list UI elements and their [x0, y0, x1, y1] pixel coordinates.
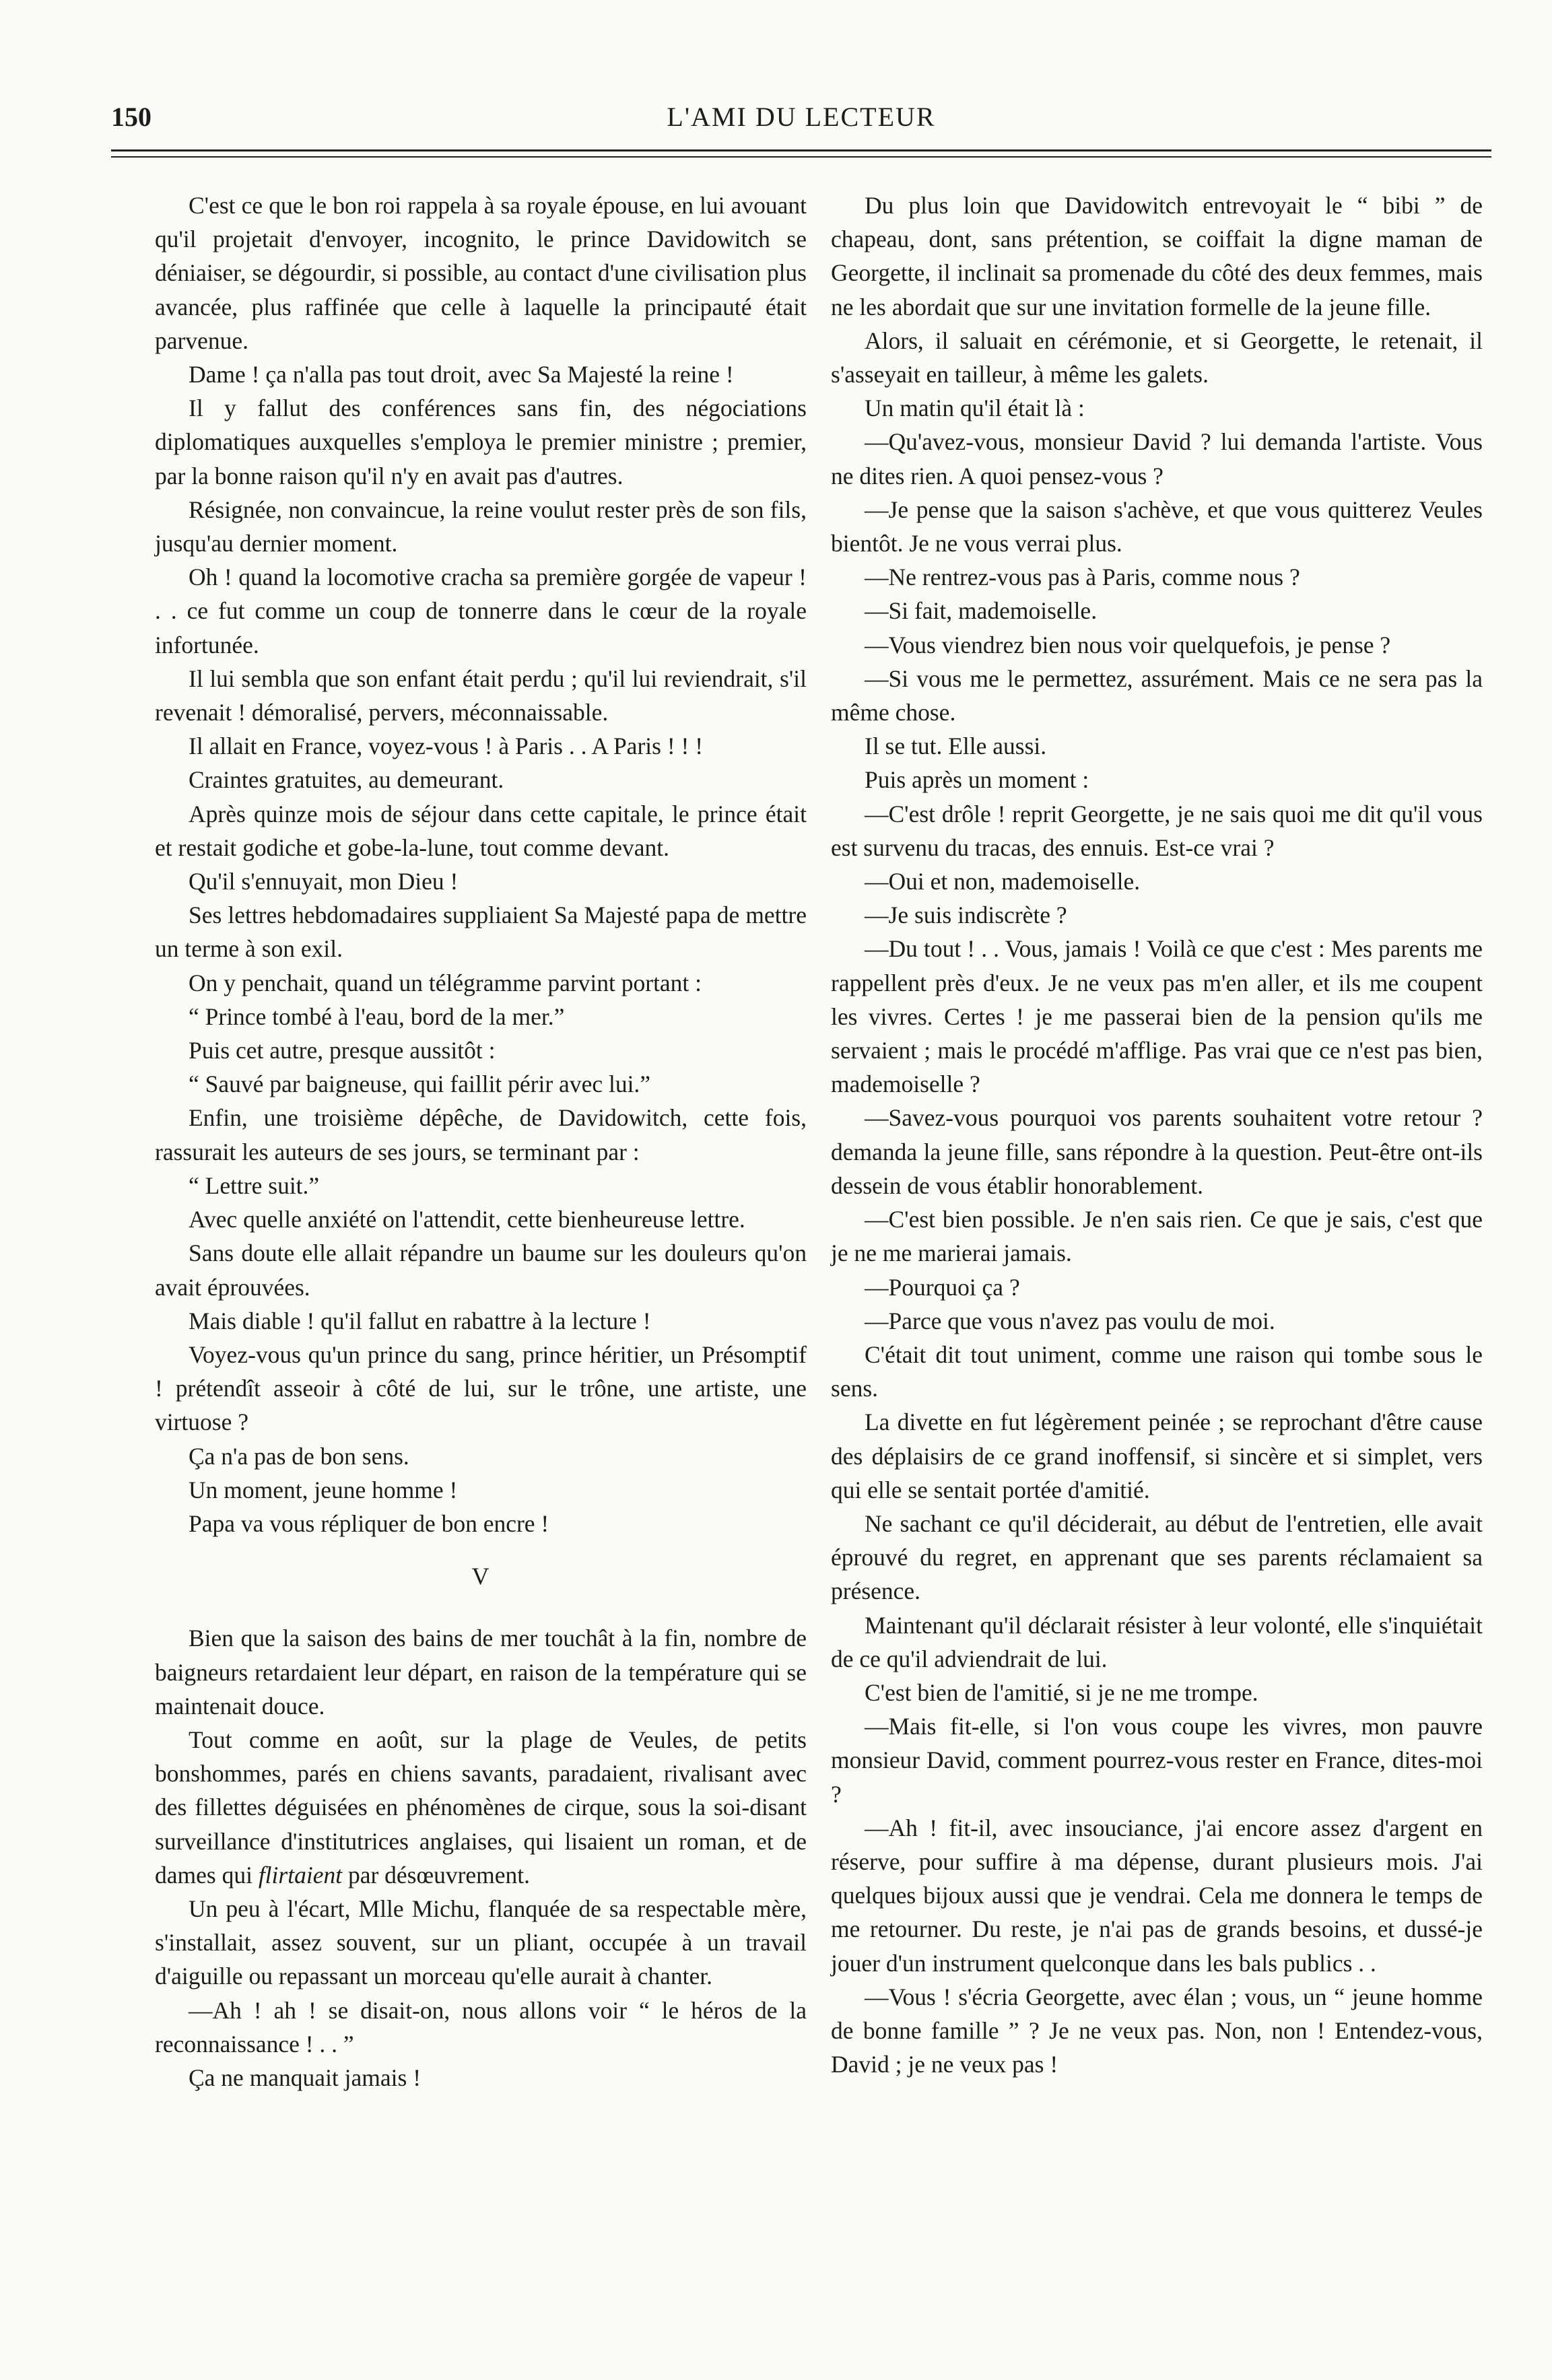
running-title: L'AMI DU LECTEUR [667, 102, 936, 132]
right-paragraphs [831, 189, 1483, 2081]
paragraph: Puis cet autre, presque aussitôt : [189, 1037, 496, 1064]
paragraph: Avec quelle anxiété on l'attendit, cette bienheureuse lettre. [189, 1206, 745, 1233]
paragraph: —Vous viendrez bien nous voir quelquefois, je pense ? [865, 631, 1391, 658]
paragraph: Craintes gratuites, au demeurant. [189, 766, 504, 794]
left-column [155, 189, 807, 2095]
paragraph: Qu'il s'ennuyait, mon Dieu ! [189, 868, 459, 895]
paragraph: Maintenant qu'il déclarait résister à leur volonté, elle s'inquiétait de ce qu'il adviendrait de lui. [831, 1611, 1483, 1672]
paragraph-flirt [155, 1723, 807, 1892]
paragraph: C'était dit tout uniment, comme une raison qui tombe sous le sens. [831, 1340, 1483, 1402]
paragraph: —Du tout ! . . Vous, jamais ! Voilà ce que c'est : Mes parents me rappellent près d'eux. Je ne veux pas m'en aller, et ils me coupent les vivres. Certes ! je me passerai bien de la pension qu'ils me servaient ; mais le procédé m'afflige. Pas vrai que ce n'est pas bien, mademoiselle ? [831, 935, 1483, 1098]
paragraph: Un moment, jeune homme ! [189, 1476, 458, 1503]
paragraph: Après quinze mois de séjour dans cette capitale, le prince était et restait godiche et gobe-la-lune, tout comme devant. [155, 800, 807, 861]
paragraph-flirt-italic: flirtaient [258, 1861, 343, 1889]
paragraph: —Qu'avez-vous, monsieur David ? lui demanda l'artiste. Vous ne dites rien. A quoi pensez-vous ? [831, 428, 1483, 489]
page-number: 150 [111, 102, 151, 132]
paragraph: Bien que la saison des bains de mer touchât à la fin, nombre de baigneurs retardaient leur départ, en raison de la température qui se maintenait douce. [155, 1625, 807, 1720]
paragraph: Mais diable ! qu'il fallut en rabattre à la lecture ! [189, 1307, 651, 1334]
paragraph: Dame ! ça n'alla pas tout droit, avec Sa Majesté la reine ! [189, 361, 734, 388]
paragraph: —Si vous me le permettez, assurément. Mais ce ne sera pas la même chose. [831, 665, 1483, 726]
paragraph: —Je suis indiscrète ? [865, 902, 1067, 929]
paragraph: Du plus loin que Davidowitch entrevoyait le “ bibi ” de chapeau, dont, sans prétention, se coiffait la digne maman de Georgette, il inclinait sa promenade du côté des deux femmes, mais ne les abordait que sur une invitation formelle de la jeune fille. [831, 192, 1483, 320]
paragraph: Il lui sembla que son enfant était perdu ; qu'il lui reviendrait, s'il revenait ! démoralisé, pervers, méconnaissable. [155, 665, 807, 726]
paragraph: Il y fallut des conférences sans fin, des négociations diplomatiques auxquelles s'employa le premier ministre ; premier, par la bonne raison qu'il n'y en avait pas d'autres. [155, 395, 807, 489]
left-paragraphs-after [155, 1621, 807, 2095]
paragraph: “ Prince tombé à l'eau, bord de la mer.” [189, 1002, 565, 1030]
paragraph: Ne sachant ce qu'il déciderait, au début de l'entretien, elle avait éprouvé du regret, en apprenant que ses parents réclamaient sa présence. [831, 1509, 1483, 1605]
paragraph: —Ah ! ah ! se disait-on, nous allons voir “ le héros de la reconnaissance ! . . ” [155, 1996, 807, 2058]
paragraph: Un peu à l'écart, Mlle Michu, flanquée de sa respectable mère, s'installait, assez souvent, sur un pliant, occupée à un travail d'aiguille ou repassant un morceau qu'elle aurait à chanter. [155, 1895, 807, 1990]
paragraph: La divette en fut légèrement peinée ; se reprochant d'être cause des déplaisirs de ce grand inoffensif, si sincère et si simplet, vers qui elle se sentait portée d'amitié. [831, 1408, 1483, 1503]
paragraph: Il se tut. Elle aussi. [865, 733, 1047, 760]
paragraph: —Vous ! s'écria Georgette, avec élan ; vous, un “ jeune homme de bonne famille ” ? Je ne veux pas. Non, non ! Entendez-vous, David ; je ne veux pas ! [831, 1983, 1483, 2078]
left-paragraphs-before [155, 189, 807, 1540]
paragraph: “ Lettre suit.” [189, 1171, 320, 1199]
paragraph: —Ah ! fit-il, avec insouciance, j'ai encore assez d'argent en réserve, pour suffire à ma dépense, durant plusieurs mois. J'ai quelques bijoux aussi que je vendrai. Cela me donnera le temps de me retourner. Du reste, je n'ai pas de grands besoins, et dussé-je jouer d'un instrument quelconque dans les bals publics . . [831, 1814, 1483, 1977]
paragraph: —Si fait, mademoiselle. [865, 597, 1098, 625]
paragraph: Il allait en France, voyez-vous ! à Paris . . A Paris ! ! ! [189, 733, 704, 760]
paragraph: Ça n'a pas de bon sens. [189, 1442, 409, 1470]
paragraph: —Mais fit-elle, si l'on vous coupe les vivres, mon pauvre monsieur David, comment pourrez-vous rester en France, dites-moi ? [831, 1713, 1483, 1808]
paragraph: C'est bien de l'amitié, si je ne me trompe. [865, 1678, 1258, 1706]
paragraph: —C'est drôle ! reprit Georgette, je ne sais quoi me dit qu'il vous est survenu du tracas, des ennuis. Est-ce vrai ? [831, 800, 1483, 861]
paragraph: Puis après un moment : [865, 766, 1089, 794]
header-rule-thick [111, 149, 1491, 151]
paragraph: Papa va vous répliquer de bon encre ! [189, 1509, 549, 1537]
paragraph: —Savez-vous pourquoi vos parents souhaitent votre retour ? demanda la jeune fille, sans répondre à la question. Peut-être ont-ils dessein de vous établir honorablement. [831, 1104, 1483, 1199]
section-heading: V [471, 1563, 490, 1590]
paragraph: —C'est bien possible. Je n'en sais rien. Ce que je sais, c'est que je ne me marierai jamais. [831, 1206, 1483, 1267]
paragraph-flirt-before: Tout comme en août, sur la plage de Veules, de petits bonshommes, parés en chiens savants, paradaient, rivalisant avec des fillettes déguisées en phénomènes de cirque, sous la soi-disant surveillance d'institutrices anglaises, qui lisaient un roman, et de dames qui [155, 1726, 807, 1889]
paragraph: Résignée, non convaincue, la reine voulut rester près de son fils, jusqu'au dernier moment. [155, 496, 807, 557]
paragraph: —Ne rentrez-vous pas à Paris, comme nous ? [865, 564, 1300, 591]
paragraph: Ça ne manquait jamais ! [189, 2064, 421, 2091]
paragraph: “ Sauvé par baigneuse, qui faillit périr avec lui.” [189, 1070, 651, 1098]
paragraph: —Pourquoi ça ? [865, 1273, 1020, 1301]
paragraph: Ses lettres hebdomadaires suppliaient Sa Majesté papa de mettre un terme à son exil. [155, 902, 807, 963]
paragraph-flirt-after: par désœuvrement. [342, 1861, 531, 1889]
right-column [831, 189, 1483, 2081]
page-header [111, 101, 1491, 148]
paragraph: —Parce que vous n'avez pas voulu de moi. [865, 1307, 1275, 1334]
paragraph: Sans doute elle allait répandre un baume sur les douleurs qu'on avait éprouvées. [155, 1239, 807, 1301]
paragraph: C'est ce que le bon roi rappela à sa royale épouse, en lui avouant qu'il projetait d'envoyer, incognito, le prince Davidowitch se déniaiser, se dégourdir, si possible, au contact d'une civilisation plus avancée, plus raffinée que celle à laquelle la principauté était parvenue. [155, 192, 807, 354]
paragraph: Enfin, une troisième dépêche, de Davidowitch, cette fois, rassurait les auteurs de ses jours, se terminant par : [155, 1104, 807, 1165]
paragraph: —Oui et non, mademoiselle. [865, 868, 1141, 895]
paragraph: Un matin qu'il était là : [865, 395, 1085, 422]
paragraph: Alors, il saluait en cérémonie, et si Georgette, le retenait, il s'asseyait en tailleur, à même les galets. [831, 327, 1483, 388]
paragraph: Voyez-vous qu'un prince du sang, prince héritier, un Présomptif ! prétendît asseoir à côté de lui, sur le trône, une artiste, une virtuose ? [155, 1340, 807, 1436]
header-rule-thin [111, 156, 1491, 158]
paragraph: Oh ! quand la locomotive cracha sa première gorgée de vapeur ! . . ce fut comme un coup de tonnerre dans le cœur de la royale infortunée. [155, 564, 807, 658]
paragraph: —Je pense que la saison s'achève, et que vous quitterez Veules bientôt. Je ne vous verrai plus. [831, 496, 1483, 557]
paragraph: On y penchait, quand un télégramme parvint portant : [189, 969, 702, 996]
